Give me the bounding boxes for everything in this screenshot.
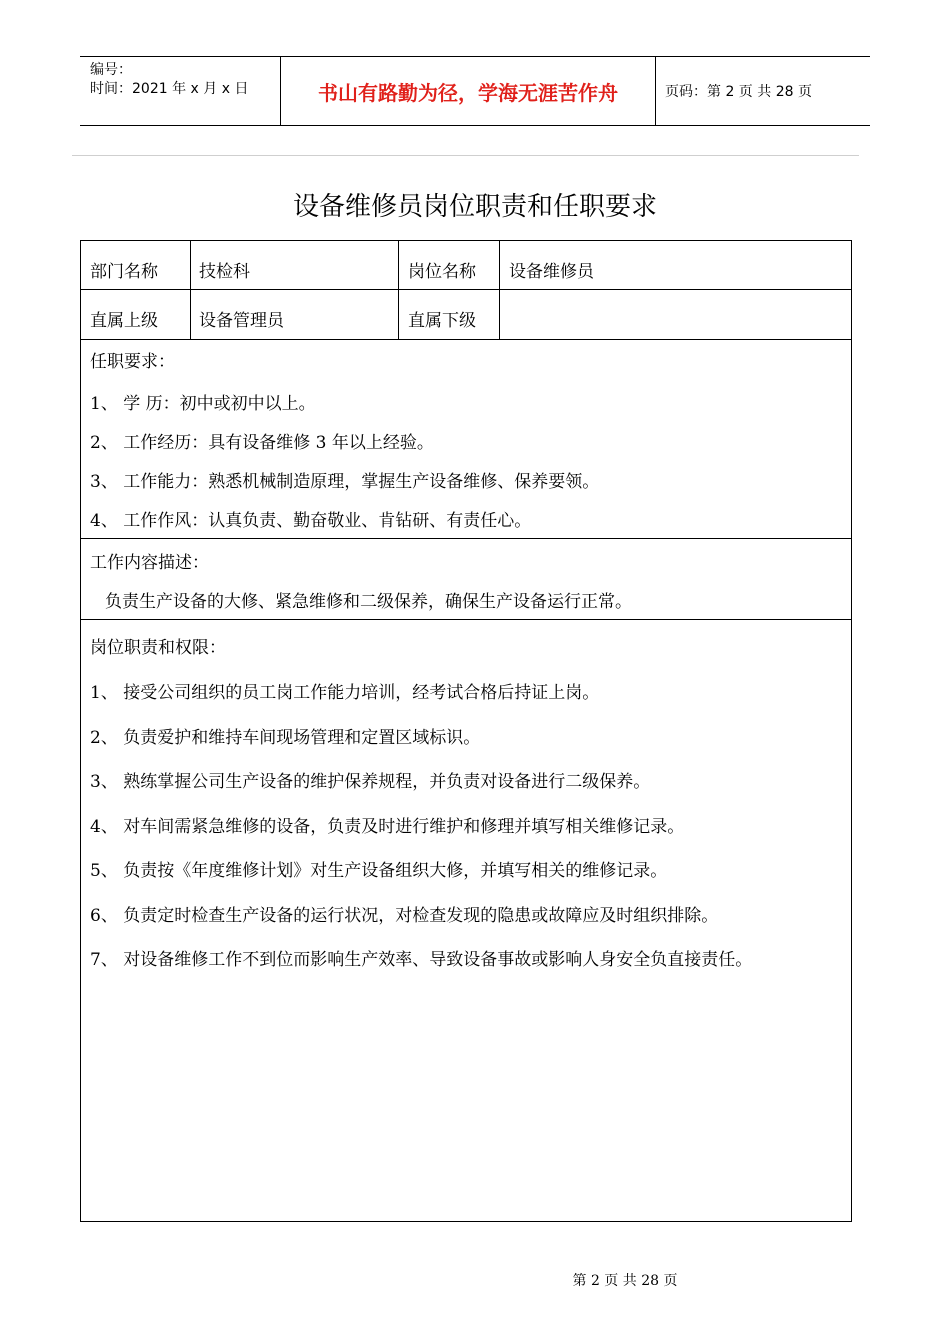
position-value: 设备维修员	[509, 262, 594, 282]
page-header	[80, 56, 870, 126]
header-motto: 书山有路勤为径，学海无涯苦作舟	[318, 80, 618, 105]
duty-item: 7、 对设备维修工作不到位而影响生产效率、导致设备事故或影响人身安全负直接责任。	[90, 950, 753, 970]
header-meta	[90, 61, 248, 99]
number-label: 编号：	[90, 62, 132, 78]
row-divider	[81, 289, 851, 290]
separator-line	[72, 155, 859, 156]
duty-item: 3、 熟练掌握公司生产设备的维护保养规程，并负责对设备进行二级保养。	[90, 772, 651, 792]
row-divider	[81, 538, 851, 539]
dept-value: 技检科	[199, 262, 250, 282]
duty-item: 2、 负责爱护和维持车间现场管理和定置区域标识。	[90, 728, 481, 748]
requirements-heading: 任职要求：	[90, 352, 175, 372]
requirement-item: 1、 学 历：初中或初中以上。	[90, 394, 316, 414]
col-divider	[499, 241, 500, 339]
col-divider	[190, 241, 191, 339]
duties-heading: 岗位职责和权限：	[90, 638, 226, 658]
page-footer	[0, 1270, 950, 1290]
document-title: 设备维修员岗位职责和任职要求	[292, 192, 657, 222]
superior-label: 直属上级	[90, 311, 158, 331]
row-divider	[81, 619, 851, 620]
superior-value: 设备管理员	[199, 311, 284, 331]
header-divider	[655, 57, 656, 125]
requirement-item: 4、 工作作风：认真负责、勤奋敬业、肯钻研、有责任心。	[90, 511, 532, 531]
description-heading: 工作内容描述：	[90, 553, 209, 573]
subordinate-label: 直属下级	[408, 311, 476, 331]
requirement-item: 3、 工作能力：熟悉机械制造原理，掌握生产设备维修、保养要领。	[90, 472, 600, 492]
header-page-info: 页码：第 2 页 共 28 页	[665, 84, 812, 100]
duty-item: 4、 对车间需紧急维修的设备，负责及时进行维护和修理并填写相关维修记录。	[90, 817, 685, 837]
duty-item: 5、 负责按《年度维修计划》对生产设备组织大修，并填写相关的维修记录。	[90, 861, 668, 881]
requirement-item: 2、 工作经历：具有设备维修 3 年以上经验。	[90, 433, 434, 453]
col-divider	[398, 241, 399, 339]
dept-label: 部门名称	[90, 262, 158, 282]
duty-item: 6、 负责定时检查生产设备的运行状况，对检查发现的隐患或故障应及时组织排除。	[90, 906, 719, 926]
row-divider	[81, 339, 851, 340]
footer-page-number: 第 2 页 共 28 页	[572, 1273, 678, 1289]
description-text: 负责生产设备的大修、紧急维修和二级保养，确保生产设备运行正常。	[105, 592, 632, 612]
position-label: 岗位名称	[408, 262, 476, 282]
job-table	[80, 240, 852, 1222]
duty-item: 1、 接受公司组织的员工岗工作能力培训，经考试合格后持证上岗。	[90, 683, 600, 703]
time-label: 时间：2021 年 x 月 x 日	[90, 81, 249, 97]
